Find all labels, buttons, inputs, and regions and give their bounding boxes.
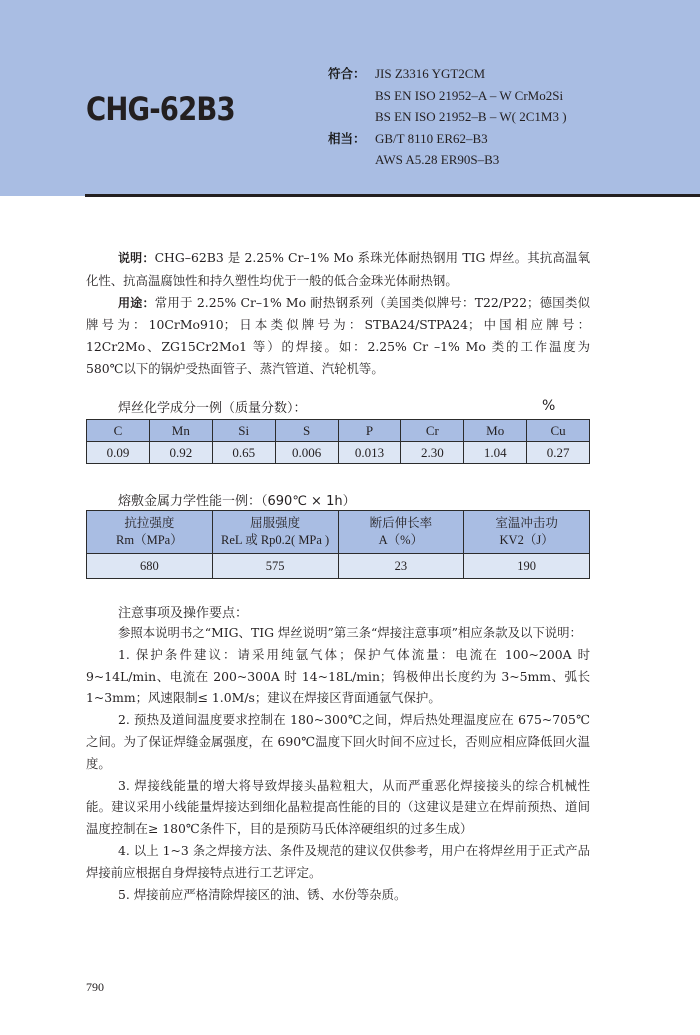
- usage-text: 常用于 2.25% Cr–1% Mo 耐热钢系列（美国类似牌号：T22/P22；德国类似牌号为：10CrMo910；日本类似牌号为：STBA24/STPA24；中国相应牌号：12Cr2Mo、ZG15Cr2Mo1 等）的焊接。如：2.25% Cr –1% Mo 类的工作温度为 580℃以下的锅炉受热面管子、蒸汽管道、汽轮机等。: [86, 294, 590, 376]
- table-row: [87, 554, 590, 579]
- table-header-cell: Mn: [149, 420, 212, 442]
- table-cell: 575: [212, 554, 338, 579]
- header-line: Rm（MPa）: [116, 533, 183, 547]
- page-number: 790: [86, 980, 104, 994]
- usage-paragraph: [86, 292, 590, 380]
- intro-section: [86, 247, 590, 380]
- table-cell: 0.006: [275, 442, 338, 464]
- description-label: 说明：: [118, 251, 155, 265]
- header-line: 室温冲击功: [495, 516, 558, 530]
- header-rule: [85, 194, 700, 197]
- standard-key: 相当：: [328, 130, 366, 146]
- standard-value: GB/T 8110 ER62–B3: [375, 130, 488, 146]
- table-header-cell: [338, 511, 464, 554]
- standard-row: [328, 85, 567, 107]
- chem-table-title: 焊丝化学成分一例（质量分数）：: [118, 401, 307, 416]
- table-cell: 190: [464, 554, 590, 579]
- standard-value: JIS Z3316 YGT2CM: [375, 66, 486, 81]
- standards-list: [328, 63, 567, 171]
- notes-section: [86, 622, 590, 905]
- table-row: [87, 442, 590, 464]
- table-cell: 23: [338, 554, 464, 579]
- product-title: CHG-62B3: [86, 90, 235, 128]
- header-line: 抗拉强度: [124, 516, 175, 530]
- note-item: 3. 焊接线能量的增大将导致焊接头晶粒粗大，从而严重恶化焊接接头的综合机械性能。建议采用小线能量焊接达到细化晶粒提高性能的目的（这建议是建立在焊前预热、道间温度控制在≥ 180℃条件下，目的是预防马氏体淬硬组织的过多生成）: [86, 777, 590, 837]
- table-cell: 680: [87, 554, 213, 579]
- table-header-cell: C: [87, 420, 150, 442]
- table-header-row: [87, 511, 590, 554]
- table-header-cell: Si: [212, 420, 275, 442]
- header-line: 屈服强度: [250, 516, 301, 530]
- chemical-composition-table: [86, 419, 590, 464]
- standard-key: [328, 149, 375, 171]
- header-line: ReL 或 Rp0.2( MPa ): [221, 533, 330, 547]
- mech-table-title: 熔敷金属力学性能一例：（690℃ × 1h）: [118, 494, 356, 509]
- note-item: 2. 预热及道间温度要求控制在 180~300℃之间，焊后热处理温度应在 675~705℃之间。为了保证焊缝金属强度，在 690℃温度下回火时间不应过长，否则应相应降低回火温度。: [86, 712, 590, 771]
- table-cell: 0.92: [149, 442, 212, 464]
- standard-row: [328, 106, 567, 128]
- standard-key: 符合：: [328, 66, 366, 81]
- table-cell: 0.65: [212, 442, 275, 464]
- table-header-cell: S: [275, 420, 338, 442]
- note-item: 4. 以上 1~3 条之焊接方法、条件及规范的建议仅供参考，用户在将焊丝用于正式产品焊接前应根据自身焊接特点进行工艺评定。: [86, 842, 590, 880]
- table-header-cell: [87, 511, 213, 554]
- notes-title: 注意事项及操作要点：: [118, 606, 249, 621]
- mechanical-properties-table: [86, 510, 590, 579]
- table-header-row: [87, 420, 590, 442]
- table-header-cell: [212, 511, 338, 554]
- table-cell: 0.013: [338, 442, 401, 464]
- table-header-cell: [464, 511, 590, 554]
- table-header-cell: Cr: [401, 420, 464, 442]
- note-item: 1. 保护条件建议：请采用纯氩气体；保护气体流量：电流在 100~200A 时 9~14L/min、电流在 200~300A 时 14~18L/min；钨极伸出长度约为 3~5mm、弧长 1~3mm；风速限制≤ 1.0M/s；建议在焊接区背面通氩气保护。: [86, 646, 590, 706]
- table-cell: 1.04: [464, 442, 527, 464]
- header-line: KV2（J）: [499, 533, 554, 547]
- description-paragraph: [86, 247, 590, 292]
- notes-intro: 参照本说明书之“MIG、TIG 焊丝说明”第三条“焊接注意事项”相应条款及以下说明：: [118, 625, 582, 640]
- table-cell: 0.09: [87, 442, 150, 464]
- description-text: CHG–62B3 是 2.25% Cr–1% Mo 系珠光体耐热钢用 TIG 焊丝。其抗高温氧化性、抗高温腐蚀性和持久塑性均优于一般的低合金珠光体耐热钢。: [86, 250, 590, 288]
- table-header-cell: Mo: [464, 420, 527, 442]
- standard-value: BS EN ISO 21952–A – W CrMo2Si: [375, 87, 564, 103]
- header-line: 断后伸长率: [369, 516, 433, 530]
- chem-unit: %: [542, 398, 556, 414]
- note-item: 5. 焊接前应严格清除焊接区的油、锈、水份等杂质。: [118, 886, 407, 902]
- table-header-cell: Cu: [527, 420, 590, 442]
- header-line: A（%）: [378, 533, 424, 547]
- standard-row: [328, 149, 567, 171]
- standard-row: [328, 128, 567, 150]
- standard-value: AWS A5.28 ER90S–B3: [375, 152, 500, 167]
- table-header-cell: P: [338, 420, 401, 442]
- standard-value: BS EN ISO 21952–B – W( 2C1M3 ): [375, 109, 567, 124]
- standard-row: [328, 63, 567, 85]
- usage-label: 用途：: [118, 295, 155, 310]
- standard-key: [328, 106, 375, 128]
- table-cell: 2.30: [401, 442, 464, 464]
- standard-key: [328, 85, 375, 107]
- table-cell: 0.27: [527, 442, 590, 464]
